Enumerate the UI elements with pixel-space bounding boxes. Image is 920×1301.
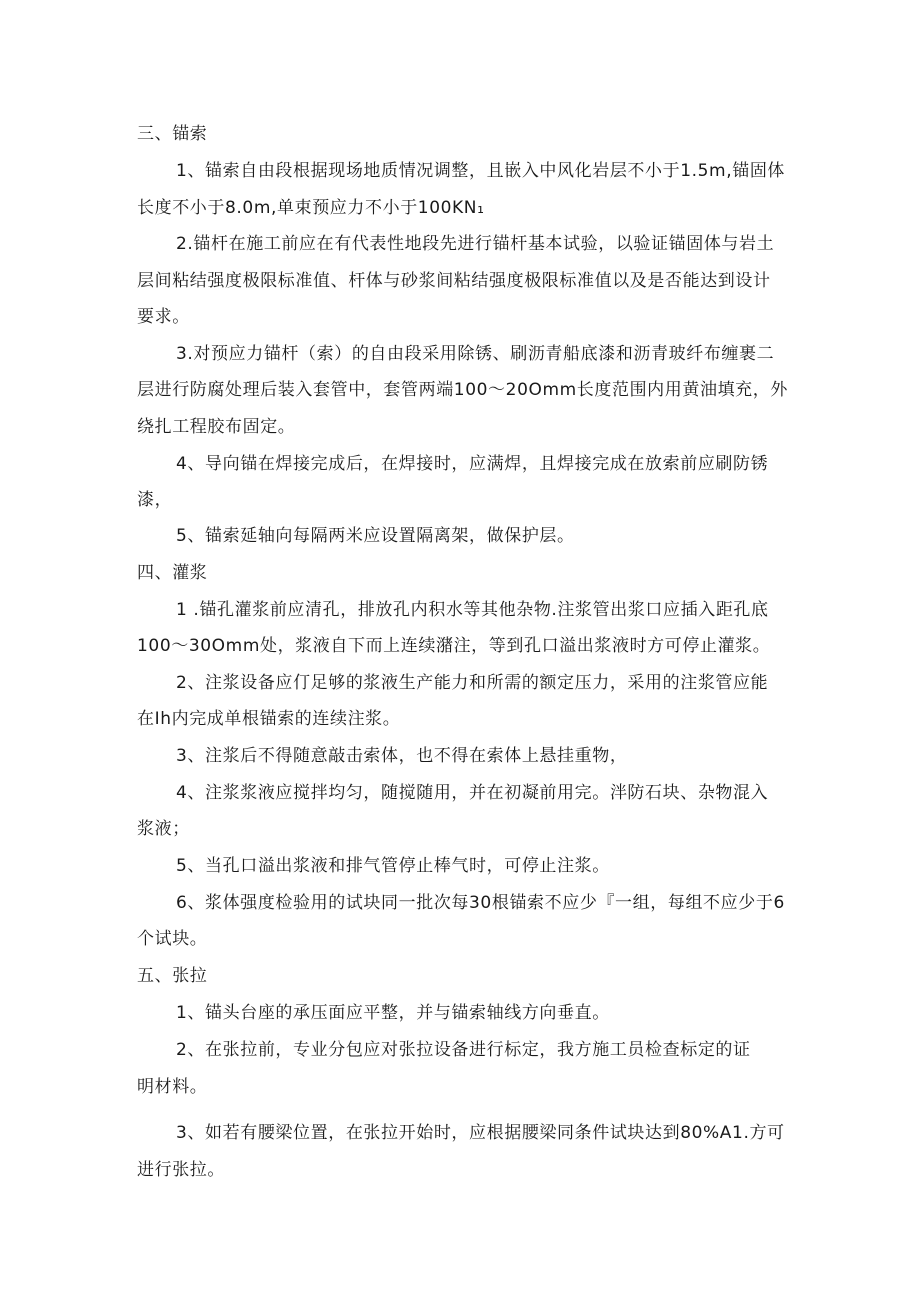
paragraph-line: 6、浆体强度检验用的试块同一批次每30根锚索不应少『一组，每组不应少于6 (176, 893, 785, 913)
paragraph-line: 4、注浆浆液应搅拌均匀，随搅随用，并在初凝前用完。泮防石块、杂物混入 (176, 783, 769, 803)
paragraph-line: 浆液； (137, 819, 190, 839)
paragraph-line: 漆， (137, 490, 173, 510)
paragraph-line: 2、在张拉前，专业分包应对张拉设备进行标定，我方施工员检查标定的证 (176, 1040, 751, 1060)
paragraph-line: 5、锚索延轴向每隔两米应设置隔离架，做保护层。 (176, 526, 575, 546)
section-heading: 三、锚索 (137, 124, 208, 144)
paragraph-line: 3.对预应力锚杆（索）的自由段采用除锈、刷沥青船底漆和沥青玻纤布缠裹二 (176, 344, 775, 364)
paragraph-line: 2.锚杆在施工前应在有代表性地段先进行锚杆基本试验，以验证锚固体与岩土 (176, 234, 775, 254)
section-heading: 四、灌浆 (137, 563, 208, 583)
paragraph-line: 明材料。 (137, 1077, 208, 1097)
paragraph-line: 要求。 (137, 307, 190, 327)
paragraph-line: 5、当孔口溢出浆液和排气管停止棒气时，可停止注浆。 (176, 856, 610, 876)
paragraph-line: 层间粘结强度极限标准值、杆体与砂浆间粘结强度极限标准值以及是否能达到设计 (137, 271, 771, 291)
paragraph-line: 1 .锚孔灌浆前应清孔，排放孔内积水等其他杂物.注浆管出浆口应插入距孔底 (176, 600, 769, 620)
paragraph-line: 绕扎工程胶布固定。 (137, 417, 296, 437)
paragraph-line: 100～30Omm处，浆液自下而上连续潴注，等到孔口溢出浆液时方可停止灌浆。 (137, 636, 771, 656)
paragraph-line: 个试块。 (137, 929, 208, 949)
paragraph-line: 在Ih内完成单根锚索的连续注浆。 (137, 709, 401, 729)
paragraph-line: 2、注浆设备应仃足够的浆液生产能力和所需的额定压力，采用的注浆管应能 (176, 673, 769, 693)
paragraph-line: 层进行防腐处理后装入套管中，套管两端100～20Omm长度范围内用黄油填充，外 (137, 380, 788, 400)
paragraph-line: 长度不小于8.0m,单束预应力不小于100KN₁ (137, 198, 485, 218)
paragraph-line: 3、注浆后不得随意敲击索体，也不得在索体上悬挂重物， (176, 746, 628, 766)
paragraph-line: 4、导向锚在焊接完成后，在焊接时，应满焊，且焊接完成在放索前应刷防锈 (176, 454, 769, 474)
paragraph-line: 1、锚头台座的承压面应平整，并与锚索轴线方向垂直。 (176, 1003, 610, 1023)
paragraph-line: 3、如若有腰梁位置，在张拉开始时，应根据腰梁同条件试块达到80%A1.方可 (176, 1123, 785, 1143)
paragraph-line: 进行张拉。 (137, 1160, 225, 1180)
paragraph-line: 1、锚索自由段根据现场地质情况调整，且嵌入中风化岩层不小于1.5m,锚固体 (176, 161, 786, 181)
section-heading: 五、张拉 (137, 966, 208, 986)
